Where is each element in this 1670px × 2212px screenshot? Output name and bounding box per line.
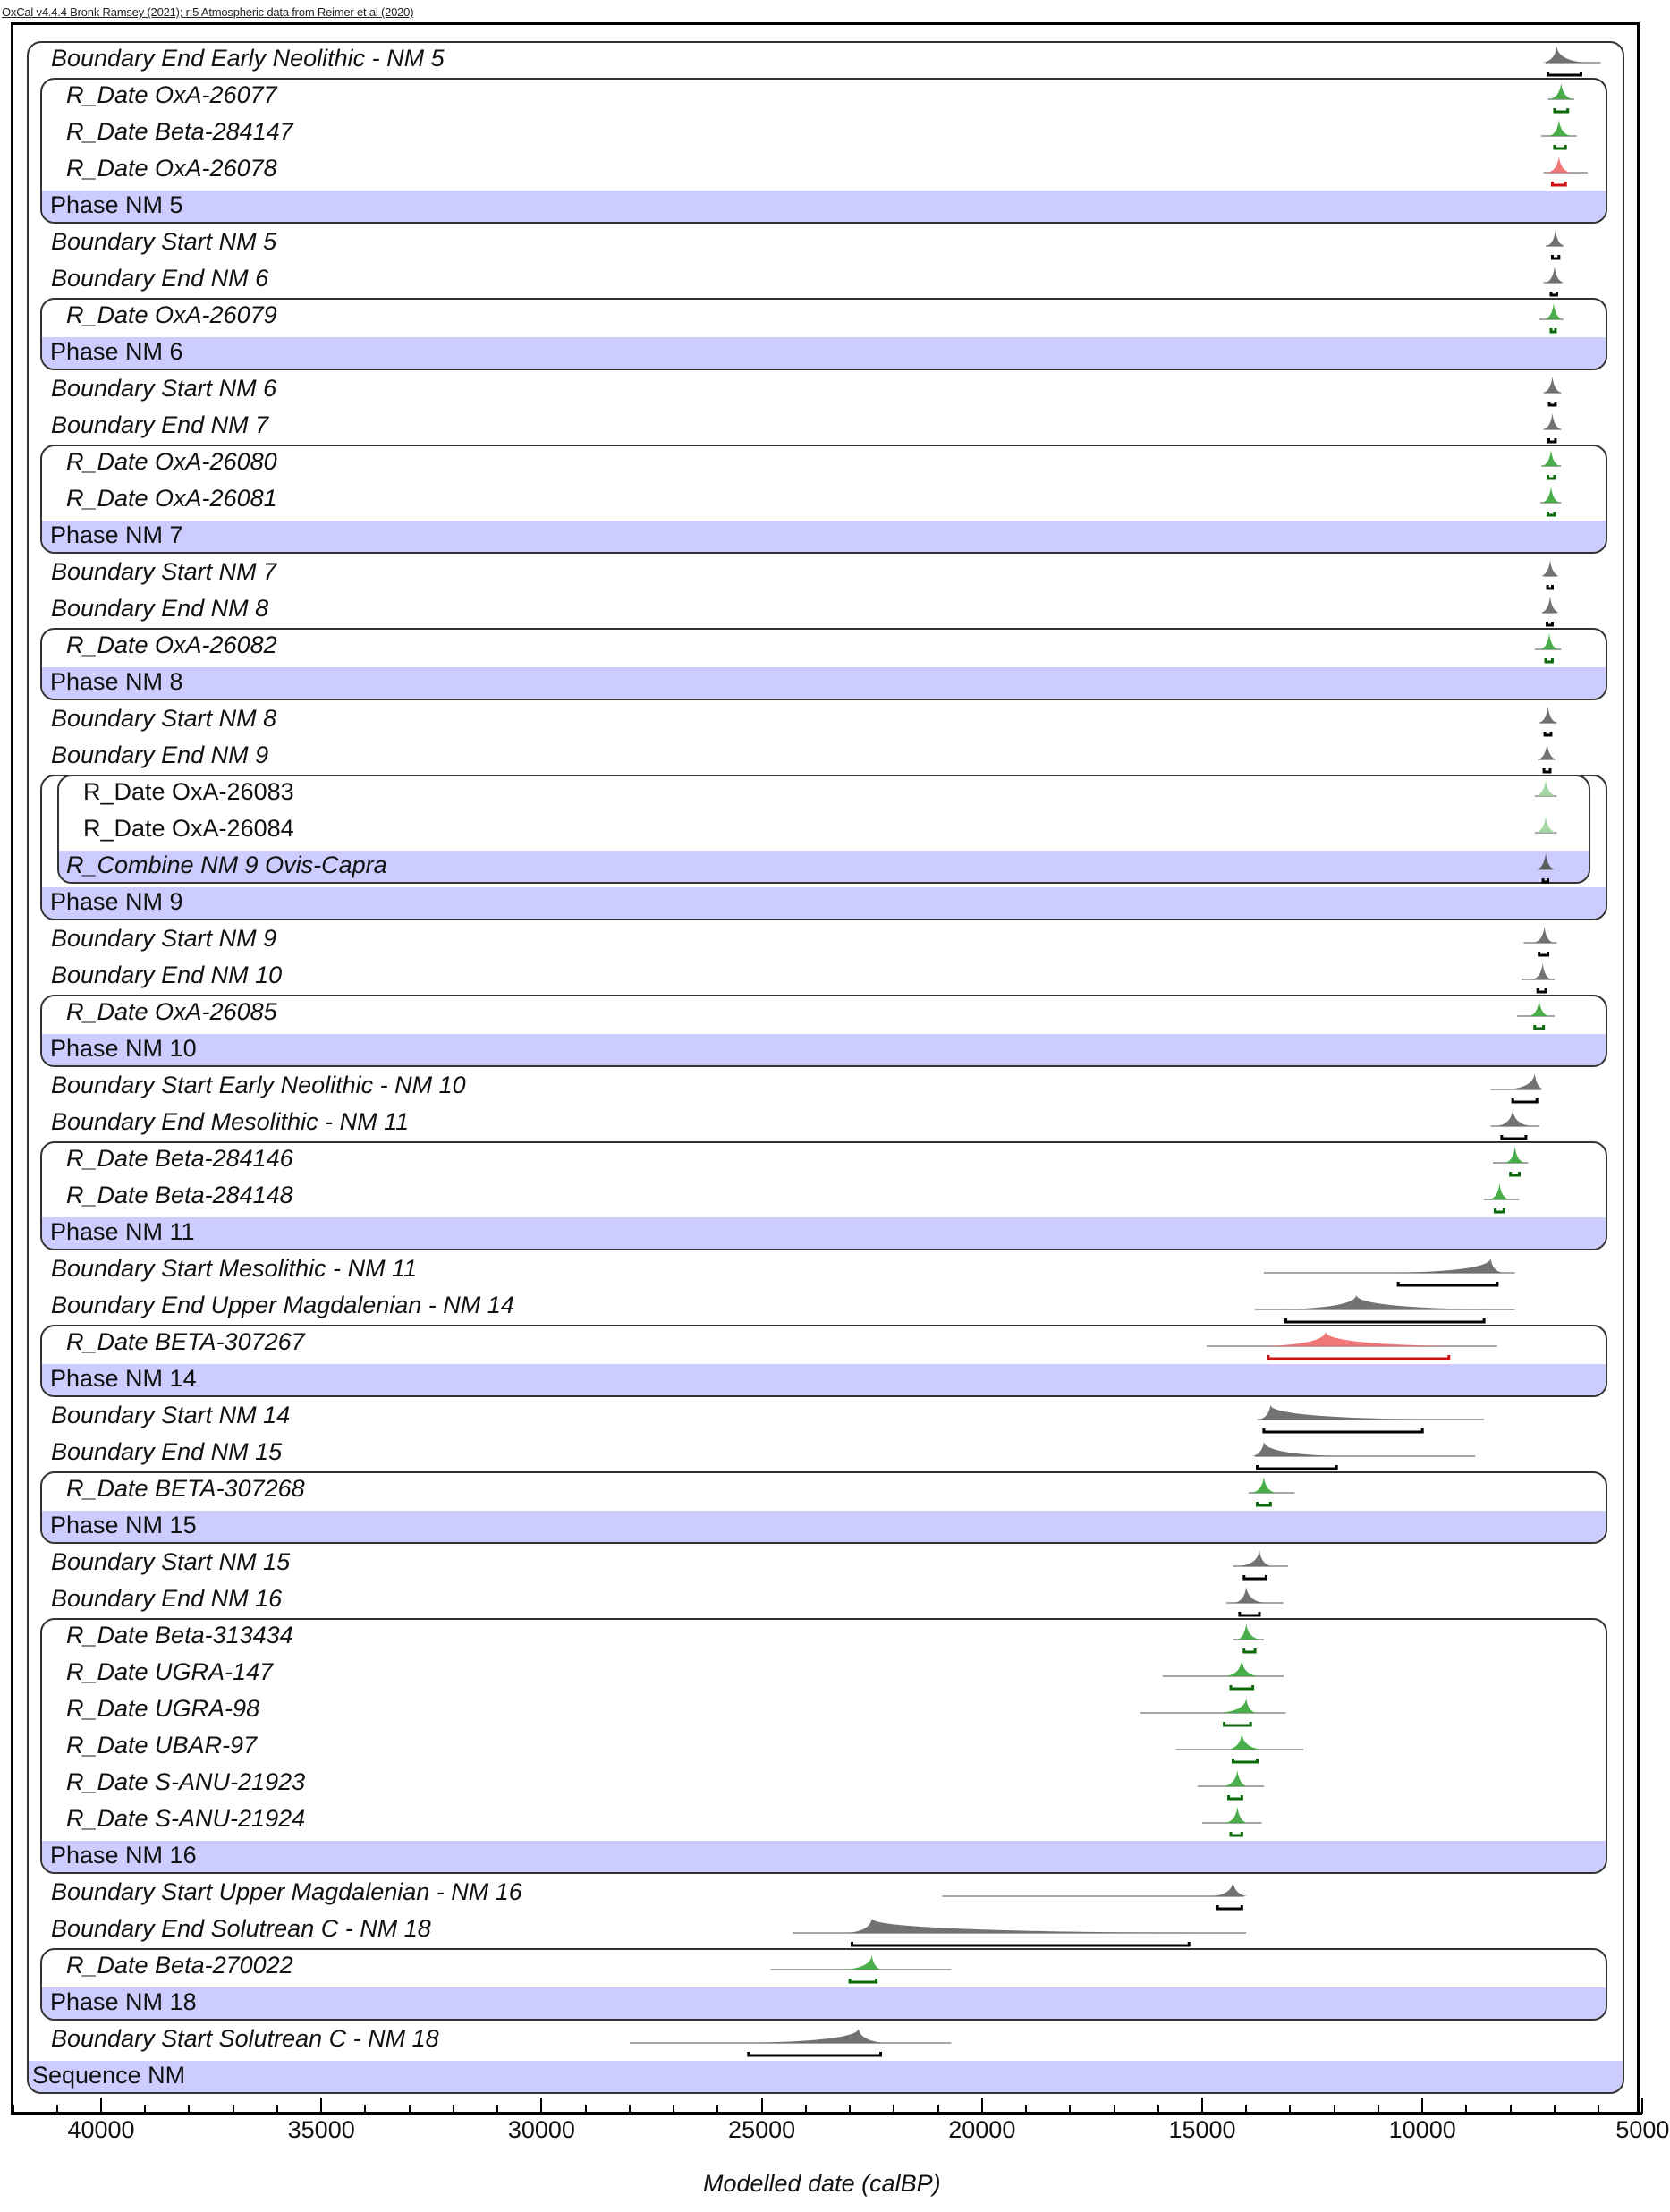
distribution-outlier [1207,1332,1497,1359]
row-label-rdate: R_Date OxA-26082 [66,631,277,658]
distribution-boundary [793,1919,1246,1945]
distribution-rdate [770,1955,951,1982]
distribution-rdate [1541,120,1576,148]
row-label-boundary: Boundary End NM 15 [51,1438,283,1465]
distribution-combine [1537,853,1555,882]
row-label-outlier: R_Date OxA-26078 [66,155,277,182]
distribution-boundary [1255,1295,1515,1322]
minor-tick [188,2105,190,2114]
minor-tick [1245,2105,1247,2114]
major-tick [1201,2098,1203,2114]
distribution-boundary [1541,560,1559,589]
distribution-rdate [1140,1699,1285,1725]
distribution-rdate [1540,487,1561,515]
row-label-rdate: R_Date OxA-26080 [66,448,277,475]
row-label-phase: Phase NM 10 [50,1035,197,1062]
distribution-boundary [1544,267,1564,295]
distribution-rdate [1517,1000,1555,1029]
row-label-phase: Phase NM 16 [50,1842,197,1869]
row-label-rdate: R_Date Beta-284147 [66,118,293,145]
minor-tick [453,2105,454,2114]
major-tick [761,2098,763,2114]
row-label-boundary: Boundary End NM 10 [51,962,283,988]
minor-tick [13,2105,14,2114]
major-tick [540,2098,542,2114]
row-label-phase: Phase NM 11 [50,1218,195,1245]
row-label-combine: R_Combine NM 9 Ovis-Capra [66,852,387,878]
distribution-rdate [1175,1733,1303,1762]
row-label-boundary: Boundary End NM 16 [51,1585,283,1612]
distribution-boundary [1546,230,1564,258]
distribution-boundary [1226,1587,1284,1615]
distribution-rdate [1548,83,1575,112]
distribution-rdate [1493,1147,1528,1175]
row-label-boundary: Boundary Start NM 6 [51,375,277,402]
minor-tick [1465,2105,1467,2114]
distribution-boundary [1258,1405,1485,1432]
row-label-phase: Phase NM 5 [50,191,183,218]
distribution-boundary [1522,963,1555,992]
distribution-rdate [1249,1477,1295,1505]
distribution-boundary [1491,1110,1539,1139]
distribution-rdate-unmodelled [1535,817,1557,833]
minor-tick [1510,2105,1512,2114]
row-label-rdate: R_Date Beta-270022 [66,1952,293,1979]
x-tick-label: 35000 [287,2116,355,2143]
row-label-rdate: R_Date Beta-284146 [66,1145,293,1172]
minor-tick [364,2105,366,2114]
row-label-boundary: Boundary End NM 9 [51,742,269,768]
minor-tick [1157,2105,1159,2114]
distribution-boundary [630,2029,951,2055]
minor-tick [1069,2105,1071,2114]
row-label-boundary: Boundary End Mesolithic - NM 11 [51,1108,410,1135]
distribution-rdate [1198,1770,1264,1799]
row-label-rdate: R_Date OxA-26077 [66,81,277,108]
oxcal-credit: OxCal v4.4.4 Bronk Ramsey (2021); r:5 Atmospheric data from Reimer et al (2020) [2,5,414,19]
row-label-boundary: Boundary Start Early Neolithic - NM 10 [51,1072,466,1098]
row-label-boundary: Boundary End Solutrean C - NM 18 [51,1915,431,1942]
row-label-boundary: Boundary Start Mesolithic - NM 11 [51,1255,418,1282]
minor-tick [937,2105,939,2114]
distribution-rdate [1233,1623,1263,1652]
row-label-boundary: Boundary Start NM 9 [51,925,277,952]
minor-tick [276,2105,278,2114]
distribution-boundary [1539,707,1557,735]
minor-tick [1554,2105,1556,2114]
x-tick-label: 25000 [728,2116,796,2143]
x-tick-label: 30000 [507,2116,575,2143]
minor-tick [1334,2105,1335,2114]
minor-tick [1289,2105,1291,2114]
minor-tick [716,2105,718,2114]
row-label-boundary: Boundary End Upper Magdalenian - NM 14 [51,1292,514,1318]
minor-tick [585,2105,587,2114]
distribution-boundary [1523,927,1556,955]
distribution-rdate [1539,303,1564,332]
distribution-boundary [1543,413,1561,442]
row-label-phase: Phase NM 7 [50,521,183,548]
row-label-rdate: R_Date UBAR-97 [66,1732,258,1759]
row-label-boundary: Boundary End Early Neolithic - NM 5 [51,45,445,72]
row-label-boundary: Boundary Start Upper Magdalenian - NM 16 [51,1878,522,1905]
row-label-boundary: Boundary Start NM 14 [51,1402,291,1428]
row-label-rdate: R_Date Beta-284148 [66,1182,293,1208]
distribution-boundary [1264,1259,1515,1285]
x-tick-label: 5000 [1615,2116,1670,2143]
distribution-boundary [1538,743,1556,772]
distribution-boundary [1491,1073,1544,1102]
minor-tick [805,2105,807,2114]
row-label-boundary: Boundary End NM 7 [51,411,269,438]
row-label-rdate: R_Date UGRA-98 [66,1695,260,1722]
row-label-phase: Phase NM 14 [50,1365,197,1392]
minor-tick [1025,2105,1027,2114]
row-label-boundary: Boundary Start Solutrean C - NM 18 [51,2025,439,2052]
row-label-boundary: Boundary End NM 8 [51,595,269,622]
row-label-boundary: Boundary End NM 6 [51,265,269,292]
minor-tick [233,2105,234,2114]
row-label-rdate: R_Date BETA-307268 [66,1475,305,1502]
row-label-boundary: Boundary Start NM 8 [51,705,277,732]
row-label-rdate-unmodelled: R_Date OxA-26083 [83,778,294,805]
minor-tick [144,2105,146,2114]
row-label-outlier: R_Date BETA-307267 [66,1328,305,1355]
major-tick [100,2098,102,2114]
minor-tick [1378,2105,1379,2114]
minor-tick [1598,2105,1599,2114]
row-label-rdate: R_Date UGRA-147 [66,1658,274,1685]
x-tick-label: 40000 [67,2116,135,2143]
distribution-boundary [1543,47,1601,75]
distribution-outlier [1544,157,1588,185]
distribution-rdate [1484,1183,1519,1212]
row-label-phase: Phase NM 8 [50,668,183,695]
minor-tick [893,2105,894,2114]
major-tick [1421,2098,1423,2114]
x-axis-label: Modelled date (calBP) [703,2170,941,2197]
x-tick-label: 15000 [1168,2116,1236,2143]
minor-tick [496,2105,498,2114]
row-label-rdate-unmodelled: R_Date OxA-26084 [83,815,294,842]
row-label-phase: Phase NM 9 [50,888,183,915]
minor-tick [409,2105,411,2114]
x-tick-label: 10000 [1388,2116,1456,2143]
distribution-rdate [1202,1807,1261,1835]
row-label-phase: Phase NM 15 [50,1512,197,1538]
row-label-rdate: R_Date Beta-313434 [66,1622,293,1648]
minor-tick [56,2105,58,2114]
distribution-rdate [1541,450,1561,479]
minor-tick [629,2105,631,2114]
row-label-boundary: Boundary Start NM 5 [51,228,277,255]
row-label-rdate: R_Date S-ANU-21923 [66,1768,306,1795]
row-label-boundary: Boundary Start NM 7 [51,558,277,585]
minor-tick [1114,2105,1115,2114]
minor-tick [849,2105,851,2114]
major-tick [320,2098,322,2114]
row-label-rdate: R_Date S-ANU-21924 [66,1805,306,1832]
row-label-phase: Phase NM 18 [50,1988,197,2015]
row-label-rdate: R_Date OxA-26079 [66,301,277,328]
distribution-rdate-unmodelled [1535,780,1557,796]
row-label-rdate: R_Date OxA-26081 [66,485,277,512]
minor-tick [673,2105,674,2114]
distribution-boundary [942,1882,1247,1909]
distribution-rdate [1535,633,1562,662]
major-tick [981,2098,983,2114]
row-label-phase: Phase NM 6 [50,338,183,365]
distribution-rdate [1163,1660,1284,1689]
distribution-boundary [1252,1442,1476,1469]
row-label-rdate: R_Date OxA-26085 [66,998,277,1025]
x-tick-label: 20000 [948,2116,1016,2143]
row-label-boundary: Boundary Start NM 15 [51,1548,291,1575]
major-tick [1641,2098,1643,2114]
distribution-boundary [1543,377,1561,405]
distribution-boundary [1541,597,1559,625]
x-axis-line [11,2112,1642,2115]
row-label-sequence: Sequence NM [32,2062,186,2089]
distribution-boundary [1233,1550,1288,1579]
